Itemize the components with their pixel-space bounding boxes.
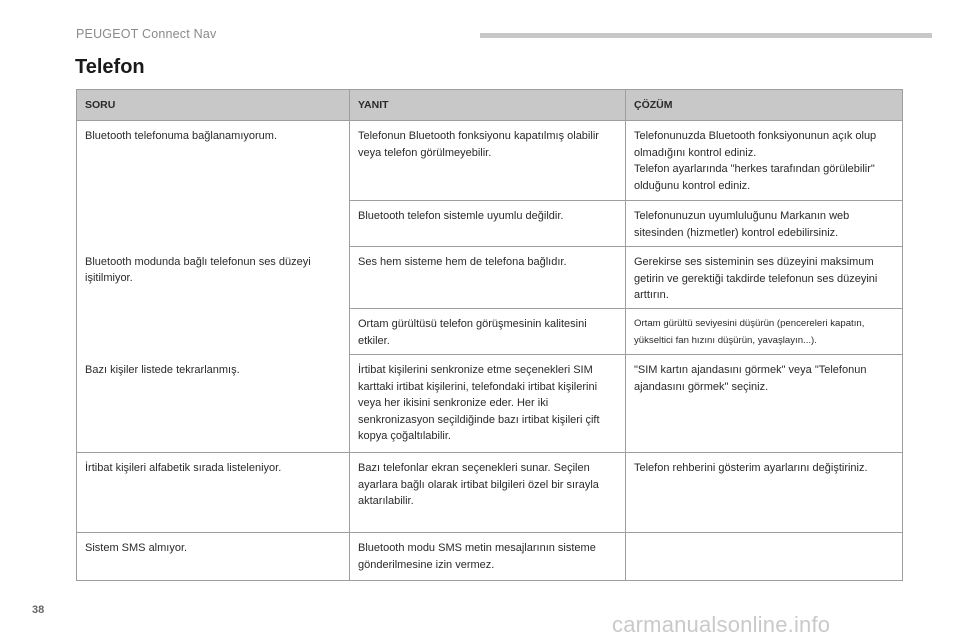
table-header-row bbox=[77, 90, 903, 121]
question-cell: Bluetooth modunda bağlı telefonun ses düzeyi işitilmiyor. bbox=[77, 247, 350, 355]
answer-cell: Ortam gürültüsü telefon görüşmesinin kalitesini etkiler. bbox=[350, 309, 626, 355]
column-header-solution: ÇÖZÜM bbox=[626, 90, 903, 121]
table-row bbox=[77, 355, 903, 453]
page-number: 38 bbox=[32, 604, 45, 616]
question-cell: Sistem SMS almıyor. bbox=[77, 533, 350, 581]
solution-cell: "SIM kartın ajandasını görmek" veya "Telefonun ajandasını görmek" seçiniz. bbox=[626, 355, 903, 453]
question-cell: Bazı kişiler listede tekrarlanmış. bbox=[77, 355, 350, 453]
answer-cell: Telefonun Bluetooth fonksiyonu kapatılmış olabilir veya telefon görülmeyebilir. bbox=[350, 121, 626, 201]
solution-cell: Telefonunuzda Bluetooth fonksiyonunun açık olup olmadığını kontrol ediniz. Telefon ayarlarında "herkes tarafından görülebilir" olduğunu kontrol ediniz. bbox=[626, 121, 903, 201]
column-header-answer: YANIT bbox=[350, 90, 626, 121]
answer-cell: Bazı telefonlar ekran seçenekleri sunar. Seçilen ayarlara bağlı olarak irtibat bilgileri özel bir sırayla aktarılabilir. bbox=[350, 453, 626, 533]
watermark: carmanualsonline.info bbox=[612, 612, 831, 637]
answer-cell: Bluetooth telefon sistemle uyumlu değildir. bbox=[350, 201, 626, 247]
answer-cell: Bluetooth modu SMS metin mesajlarının sisteme gönderilmesine izin vermez. bbox=[350, 533, 626, 581]
solution-cell: Telefon rehberini gösterim ayarlarını değiştiriniz. bbox=[626, 453, 903, 533]
question-cell: İrtibat kişileri alfabetik sırada listeleniyor. bbox=[77, 453, 350, 533]
solution-cell: Gerekirse ses sisteminin ses düzeyini maksimum getirin ve gerektiği takdirde telefonun ses düzeyini arttırın. bbox=[626, 247, 903, 309]
troubleshooting-table bbox=[76, 89, 903, 581]
question-cell: Bluetooth telefonuma bağlanamıyorum. bbox=[77, 121, 350, 247]
answer-cell: İrtibat kişilerini senkronize etme seçenekleri SIM karttaki irtibat kişilerini, telefondaki irtibat kişilerini veya her ikisini senkronize eder. Her iki senkronizasyon seçildiğinde bazı irtibat kişileri çift kopya çoğaltılabilir. bbox=[350, 355, 626, 453]
table-row bbox=[77, 121, 903, 201]
column-header-question: SORU bbox=[77, 90, 350, 121]
solution-cell: Ortam gürültü seviyesini düşürün (pencereleri kapatın, yükseltici fan hızını düşürün, yavaşlayın...). bbox=[626, 309, 903, 355]
solution-cell bbox=[626, 533, 903, 581]
table-row bbox=[77, 453, 903, 533]
answer-cell: Ses hem sisteme hem de telefona bağlıdır. bbox=[350, 247, 626, 309]
table-row bbox=[77, 533, 903, 581]
page-title: Telefon bbox=[75, 56, 145, 78]
table-row bbox=[77, 247, 903, 309]
header-divider bbox=[480, 33, 932, 38]
header-brand: PEUGEOT Connect Nav bbox=[76, 27, 217, 41]
solution-cell: Telefonunuzun uyumluluğunu Markanın web sitesinden (hizmetler) kontrol edebilirsiniz. bbox=[626, 201, 903, 247]
